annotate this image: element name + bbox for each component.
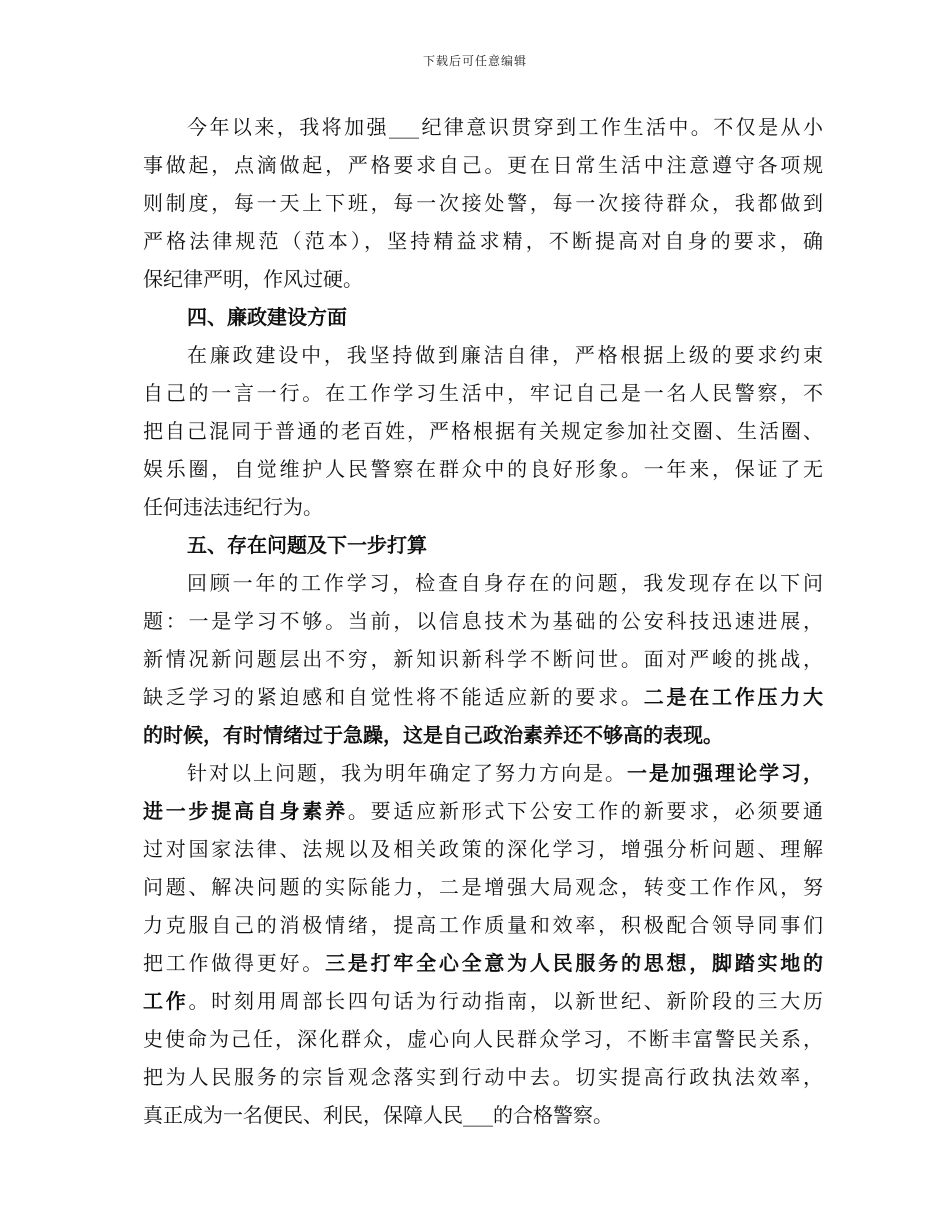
text-line: 严格法律规范（范本），坚持精益求精，不断提高对自身的要求，确 <box>143 229 823 253</box>
paragraph-integrity <box>143 336 823 526</box>
text-line: 力克服自己的消极情绪，提高工作质量和效率，积极配合领导同事们 <box>143 913 823 937</box>
text-line: 真正成为一名便民、利民，保障人民___的合格警察。 <box>143 1103 613 1127</box>
page-header: 下载后可任意编辑 <box>422 54 527 68</box>
text-line: 新情况新问题层出不穷，新知识新科学不断问世。面对严峻的挑战， <box>143 647 823 671</box>
bold-text-run: 的时候，有时情绪过于急躁，这是自己政治素养还不够高的表现。 <box>143 723 723 747</box>
text-line: 在廉政建设中，我坚持做到廉洁自律，严格根据上级的要求约束 <box>187 343 823 367</box>
bold-text-run: 三是打牢全心全意为人民服务的思想，脚踏实地的 <box>325 951 824 975</box>
paragraph-problems <box>143 564 823 754</box>
text-run: 缺乏学习的紧迫感和自觉性将不能适应新的要求。 <box>143 685 644 709</box>
bold-text-run: 进一步提高自身素养 <box>143 799 348 823</box>
text-run: 针对以上问题，我为明年确定了努力方向是。 <box>187 761 627 785</box>
text-run: 。要适应新形式下公安工作的新要求，必须要通 <box>347 799 824 823</box>
text-line: 题：一是学习不够。当前，以信息技术为基础的公安科技迅速进展， <box>143 609 823 633</box>
text-line <box>143 944 823 982</box>
text-line <box>143 754 823 792</box>
text-line: 今年以来，我将加强___纪律意识贯穿到工作生活中。不仅是从小 <box>187 115 823 139</box>
bold-text-run: 二是在工作压力大 <box>643 685 824 709</box>
bold-text-run: 工作 <box>143 989 189 1013</box>
text-line: 史使命为己任，深化群众，虚心向人民群众学习，不断丰富警民关系， <box>143 1027 823 1051</box>
text-run: 把工作做得更好。 <box>143 951 326 975</box>
text-line: 自己的一言一行。在工作学习生活中，牢记自己是一名人民警察，不 <box>143 381 823 405</box>
section-heading-problems: 五、存在问题及下一步打算 <box>187 533 427 557</box>
text-line: 任何违法违纪行为。 <box>143 495 323 519</box>
bold-text-run: 一是加强理论学习， <box>627 761 823 785</box>
text-line <box>143 792 823 830</box>
text-line <box>143 982 823 1020</box>
paragraph-plans <box>143 754 823 1134</box>
document-body <box>143 108 823 1134</box>
text-line: 回顾一年的工作学习，检查自身存在的问题，我发现存在以下问 <box>187 571 823 595</box>
text-line <box>143 678 823 716</box>
text-run: 。时刻用周部长四句话为行动指南，以新世纪、新阶段的三大历 <box>188 989 824 1013</box>
text-line: 问题、解决问题的实际能力，二是增强大局观念，转变工作作风，努 <box>143 875 823 899</box>
text-line: 把自己混同于普通的老百姓，严格根据有关规定参加社交圈、生活圈、 <box>143 419 823 443</box>
text-line: 把为人民服务的宗旨观念落实到行动中去。切实提高行政执法效率， <box>143 1065 823 1089</box>
text-line: 娱乐圈，自觉维护人民警察在群众中的良好形象。一年来，保证了无 <box>143 457 823 481</box>
text-line: 保纪律严明，作风过硬。 <box>143 267 363 291</box>
text-line: 过对国家法律、法规以及相关政策的深化学习，增强分析问题、理解 <box>143 837 823 861</box>
paragraph-discipline <box>143 108 823 298</box>
text-line: 则制度，每一天上下班，每一次接处警，每一次接待群众，我都做到 <box>143 191 823 215</box>
text-line <box>143 716 823 754</box>
section-heading-integrity: 四、廉政建设方面 <box>187 305 347 329</box>
text-line: 事做起，点滴做起，严格要求自己。更在日常生活中注意遵守各项规 <box>143 153 823 177</box>
